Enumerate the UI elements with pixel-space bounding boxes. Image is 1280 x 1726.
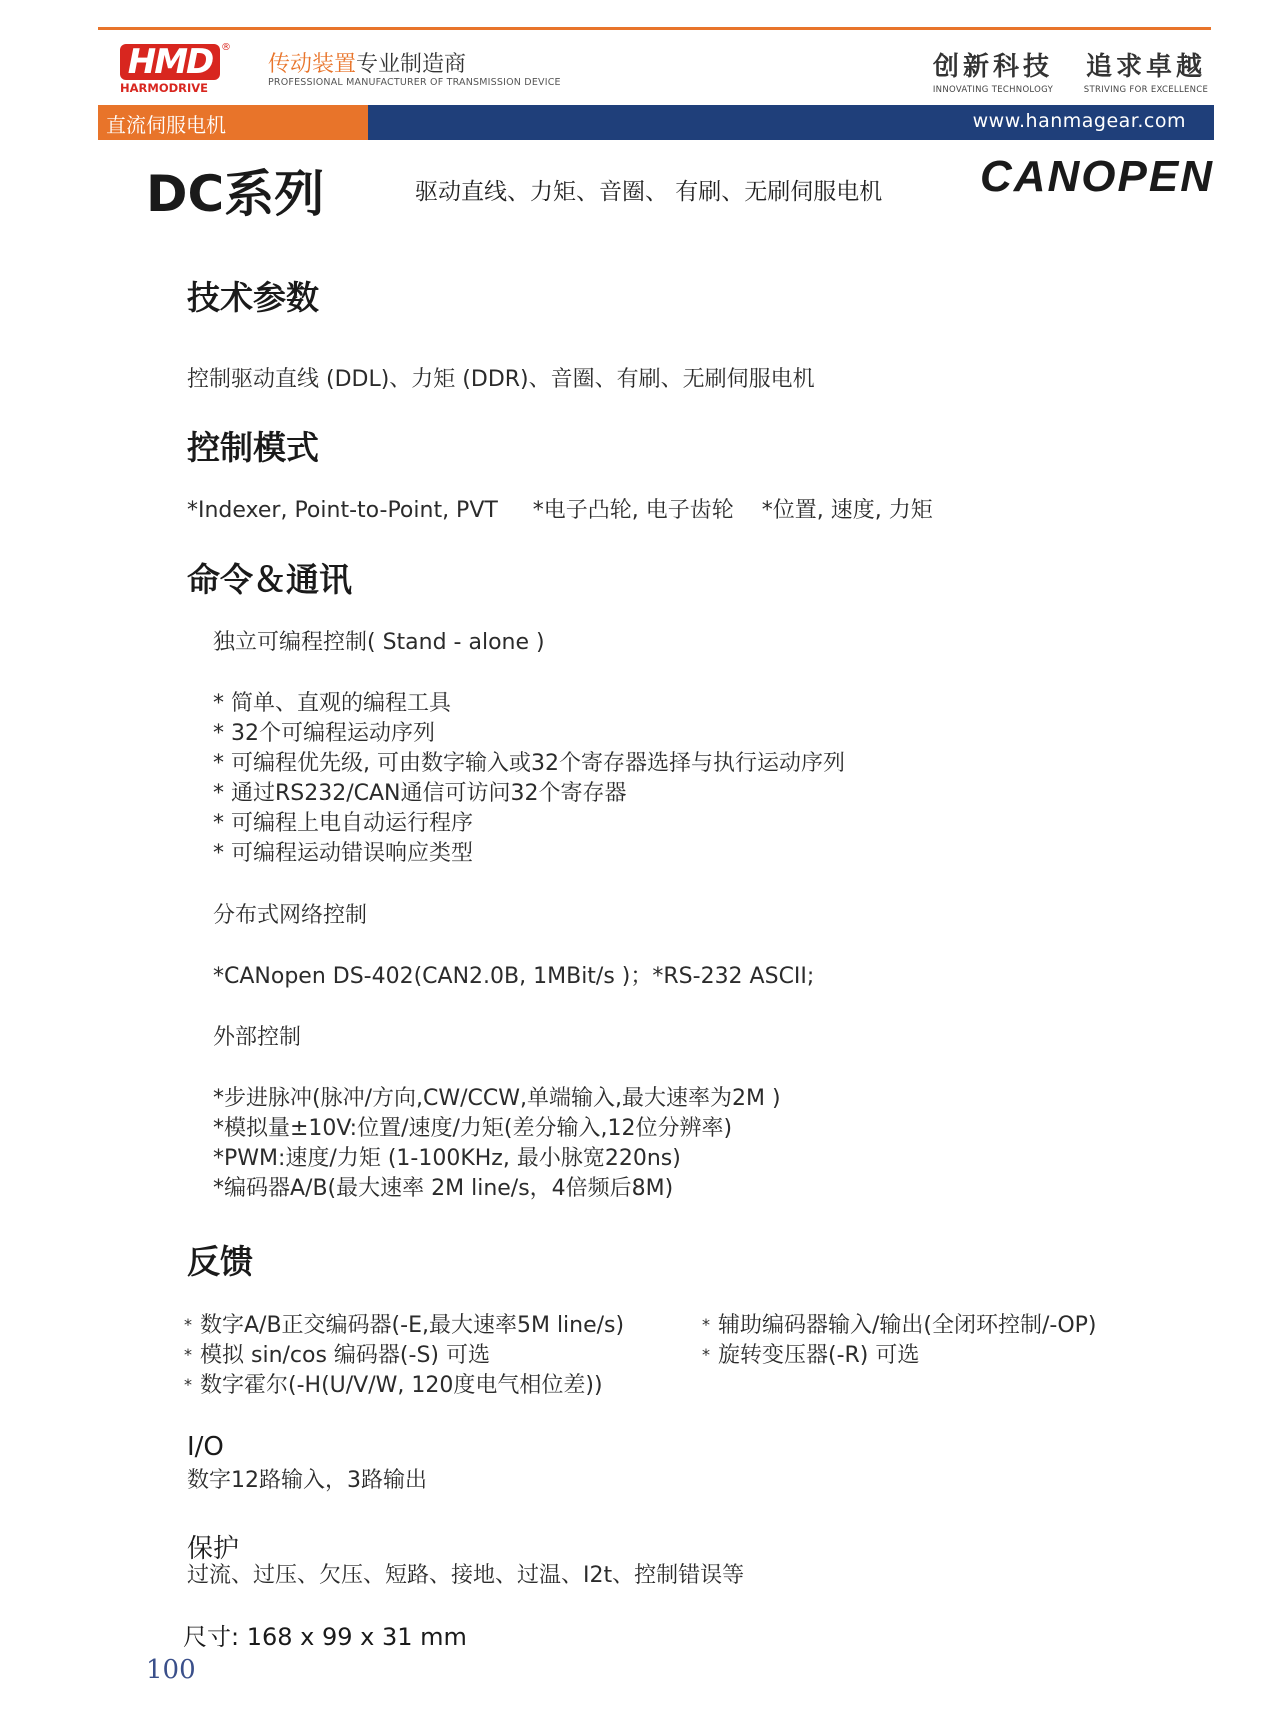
bullet-star: * <box>184 1345 192 1364</box>
heading-io: I/O <box>187 1432 224 1462</box>
heading-control-mode: 控制模式 <box>187 428 319 467</box>
tech-params-text: 控制驱动直线 (DDL)、力矩 (DDR)、音圈、有刷、无刷伺服电机 <box>187 367 815 392</box>
external-item: *PWM:速度/力矩 (1-100KHz, 最小脉宽220ns) <box>213 1146 681 1171</box>
series-subtitle: 驱动直线、力矩、音圈、 有刷、无刷伺服电机 <box>415 179 883 205</box>
slogan-striving-cn: 追求卓越 <box>1085 52 1206 82</box>
page-number: 100 <box>146 1655 196 1685</box>
protocol-title: CANOPEN <box>979 152 1214 201</box>
control-mode-text: *Indexer, Point-to-Point, PVT *电子凸轮, 电子齿轮 *位置, 速度, 力矩 <box>187 498 933 523</box>
standalone-item: * 可编程上电自动运行程序 <box>213 811 473 836</box>
standalone-item: * 简单、直观的编程工具 <box>213 691 451 716</box>
company-logo <box>120 42 231 95</box>
bullet-star: * <box>184 1315 192 1334</box>
feedback-item <box>184 1340 490 1371</box>
network-title: 分布式网络控制 <box>213 903 368 928</box>
standalone-item: * 通过RS232/CAN通信可访问32个寄存器 <box>213 781 627 806</box>
feedback-item <box>702 1340 919 1371</box>
slogan-innovating <box>928 46 1058 95</box>
company-tagline-en: PROFESSIONAL MANUFACTURER OF TRANSMISSION DEVICE <box>268 77 561 88</box>
feedback-item-text: 数字霍尔(-H(U/V/W, 120度电气相位差)) <box>200 1373 603 1398</box>
bullet-star: * <box>702 1315 710 1334</box>
slogan-striving-en: STRIVING FOR EXCELLENCE <box>1083 85 1209 95</box>
standalone-title: 独立可编程控制( Stand - alone ) <box>213 630 545 655</box>
registered-mark: ® <box>221 42 231 53</box>
standalone-item: * 32个可编程运动序列 <box>213 721 435 746</box>
network-text: *CANopen DS-402(CAN2.0B, 1MBit/s )；*RS-232 ASCII; <box>213 964 815 989</box>
heading-command-comm: 命令＆通讯 <box>187 560 352 599</box>
external-item: *模拟量±10V:位置/速度/力矩(差分输入,12位分辨率) <box>213 1116 733 1141</box>
external-title: 外部控制 <box>213 1025 302 1050</box>
series-title: DC系列 <box>146 165 325 223</box>
feedback-item <box>184 1370 603 1401</box>
heading-feedback: 反馈 <box>187 1242 253 1281</box>
tagline-part2: 专业制造商 <box>356 52 467 77</box>
logo-mark: HMD <box>120 44 220 80</box>
io-text: 数字12路输入，3路输出 <box>187 1468 427 1493</box>
bullet-star: * <box>702 1345 710 1364</box>
tagline-part1: 传动装置 <box>268 52 357 77</box>
external-item: *编码器A/B(最大速率 2M line/s，4倍频后8M) <box>213 1176 674 1201</box>
category-label: 直流伺服电机 <box>106 113 226 137</box>
company-tagline-cn <box>268 47 466 78</box>
slogan-innovating-cn: 创新科技 <box>932 52 1053 82</box>
standalone-item: * 可编程优先级, 可由数字输入或32个寄存器选择与执行运动序列 <box>213 751 845 776</box>
bullet-star: * <box>184 1375 192 1394</box>
top-rule <box>98 27 1211 30</box>
slogan-striving <box>1080 46 1212 95</box>
external-item: *步进脉冲(脉冲/方向,CW/CCW,单端输入,最大速率为2M ) <box>213 1086 781 1111</box>
protection-text: 过流、过压、欠压、短路、接地、过温、I2t、控制错误等 <box>187 1563 745 1588</box>
feedback-item <box>184 1310 624 1341</box>
feedback-item-text: 模拟 sin/cos 编码器(-S) 可选 <box>200 1343 490 1368</box>
logo-wordmark: HARMODRIVE <box>120 81 209 95</box>
standalone-item: * 可编程运动错误响应类型 <box>213 841 473 866</box>
feedback-item <box>702 1310 1097 1341</box>
slogan-innovating-en: INNOVATING TECHNOLOGY <box>932 85 1054 95</box>
feedback-item-text: 旋转变压器(-R) 可选 <box>718 1343 920 1368</box>
feedback-item-text: 数字A/B正交编码器(-E,最大速率5M line/s) <box>200 1313 625 1338</box>
heading-protection: 保护 <box>187 1534 240 1564</box>
website-url[interactable]: www.hanmagear.com <box>972 110 1186 132</box>
dimensions: 尺寸: 168 x 99 x 31 mm <box>183 1623 467 1651</box>
heading-tech-params: 技术参数 <box>187 278 319 317</box>
feedback-item-text: 辅助编码器输入/输出(全闭环控制/-OP) <box>718 1313 1097 1338</box>
